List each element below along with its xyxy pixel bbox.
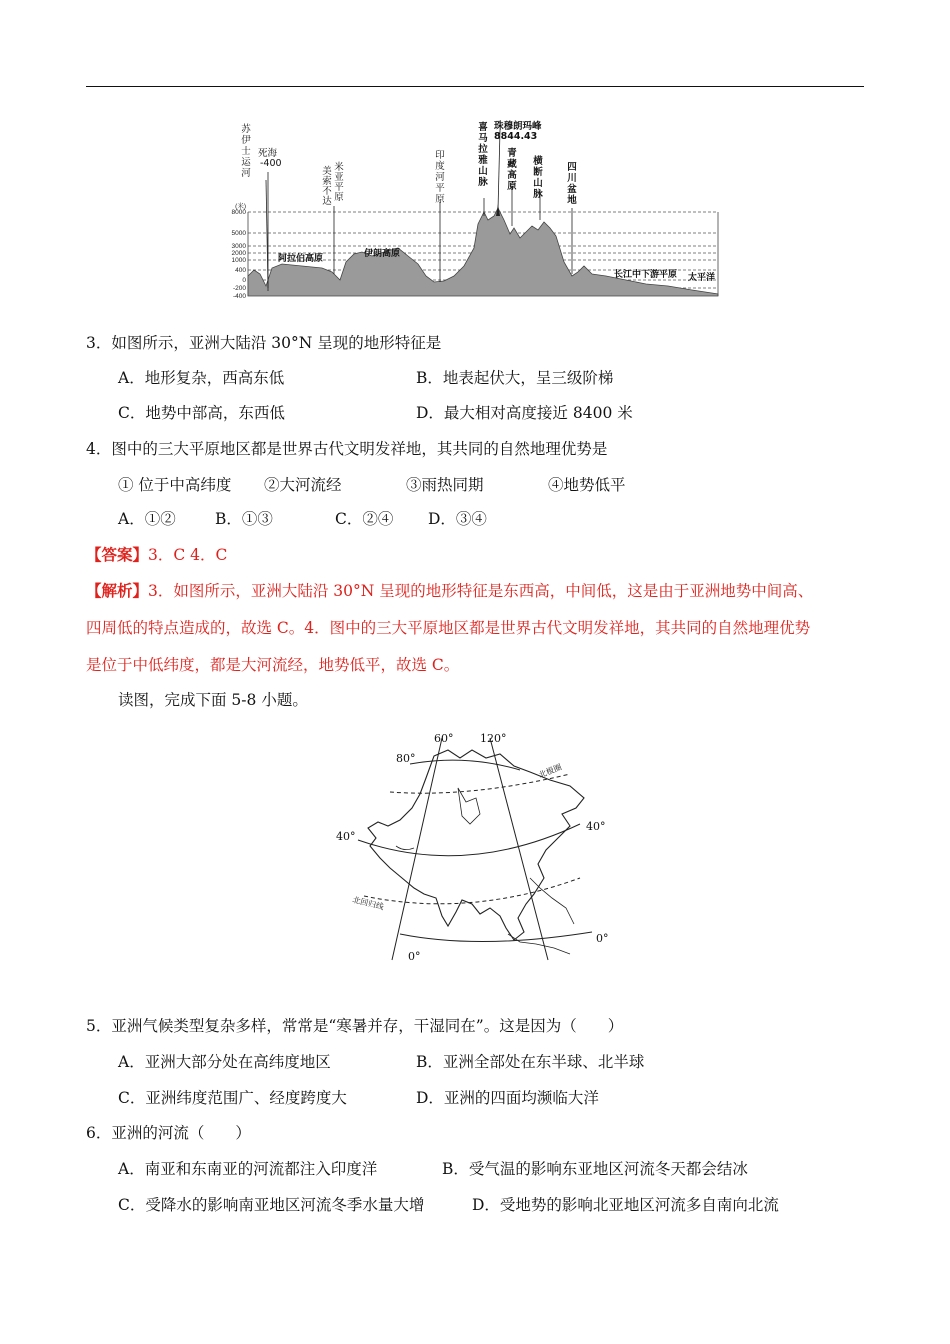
label-lat-40-east: 40° [586, 820, 606, 833]
svg-text:四: 四 [567, 162, 577, 173]
q6-option-b: B．受气温的影响东亚地区河流冬天都会结冰 [442, 1160, 748, 1178]
svg-text:高: 高 [507, 170, 517, 181]
answer-text: 3．C 4．C [148, 546, 228, 564]
svg-text:脉: 脉 [533, 189, 543, 200]
label-dead-sea-depth: -400 [260, 158, 282, 169]
svg-text:平: 平 [435, 183, 445, 194]
q4-stem: 4．图中的三大平原地区都是世界古代文明发祥地，其共同的自然地理优势是 [86, 440, 608, 458]
svg-text:达: 达 [322, 196, 332, 207]
yaxis-tick: 1000 [231, 257, 246, 264]
label-lat-0-west: 0° [408, 950, 421, 963]
label-everest-height: 8844.43 [494, 131, 538, 142]
svg-text:美: 美 [322, 166, 332, 177]
label-dead-sea: 死海 [258, 148, 278, 159]
terrain-profile-figure [222, 116, 728, 306]
q6-option-c: C．受降水的影响南亚地区河流冬季水量大增 [118, 1196, 425, 1214]
label-lat-80: 80° [396, 752, 416, 765]
svg-text:运: 运 [241, 157, 251, 168]
label-tropic-of-cancer: 北回归线 [351, 895, 385, 912]
svg-text:雅: 雅 [478, 155, 488, 166]
q4-item-3: ③雨热同期 [406, 476, 484, 494]
yaxis-tick: 400 [235, 267, 246, 274]
parallel-40 [358, 824, 580, 856]
svg-text:士: 士 [241, 146, 251, 157]
svg-text:青: 青 [507, 148, 517, 159]
analysis-line-1 [86, 581, 813, 601]
q4-option-a: A．①② [118, 510, 176, 528]
yaxis-tick: -200 [232, 285, 246, 292]
label-hengduan [532, 155, 543, 200]
svg-text:度: 度 [435, 161, 445, 172]
label-pacific: 太平洋 [688, 273, 716, 283]
label-lon-120: 120° [480, 732, 507, 745]
yaxis-tick: -400 [232, 293, 246, 300]
svg-text:盆: 盆 [567, 184, 577, 195]
yaxis-tick: 0 [242, 277, 246, 284]
q3-option-a: A．地形复杂，西高东低 [118, 369, 285, 387]
svg-text:拉: 拉 [478, 144, 488, 155]
svg-text:河: 河 [241, 168, 251, 179]
header-rule [86, 86, 864, 87]
asia-map-figure [330, 728, 620, 978]
analysis-line-2: 四周低的特点造成的，故选 C。4．图中的三大平原地区都是世界古代文明发祥地，其共同的自然地理优势 [86, 619, 811, 637]
q4-option-d: D．③④ [428, 510, 487, 528]
svg-text:喜: 喜 [478, 122, 488, 133]
analysis-tag: 【解析】 [86, 581, 149, 600]
svg-text:印: 印 [435, 150, 445, 161]
label-everest: 珠穆朗玛峰 [494, 121, 542, 132]
yaxis-tick: 3000 [231, 243, 246, 250]
yaxis-tick: 2000 [231, 250, 246, 257]
svg-text:马: 马 [478, 133, 488, 144]
label-mesopotamia [322, 161, 344, 207]
svg-text:原: 原 [435, 194, 445, 205]
label-iranian-plateau: 伊朗高原 [364, 249, 401, 259]
q5-option-b: B．亚洲全部处在东半球、北半球 [416, 1053, 645, 1071]
svg-text:断: 断 [533, 167, 543, 178]
q4-item-1: ① 位于中高纬度 [118, 476, 232, 494]
yaxis-unit: (米) [235, 203, 246, 210]
label-yangtze-plain: 长江中下游平原 [614, 270, 678, 280]
q3-option-b: B．地表起伏大，呈三级阶梯 [416, 369, 614, 387]
q4-option-b: B．①③ [215, 510, 273, 528]
svg-text:平: 平 [334, 182, 344, 193]
svg-text:山: 山 [478, 166, 488, 177]
label-sichuan [567, 162, 577, 206]
q5-option-d: D．亚洲的四面均濒临大洋 [416, 1089, 599, 1107]
q3-stem: 3．如图所示，亚洲大陆沿 30°N 呈现的地形特征是 [86, 334, 442, 352]
meridian-60 [392, 738, 442, 960]
parallel-0 [400, 932, 592, 942]
analysis-line-3: 是位于中低纬度，都是大河流经，地势低平，故选 C。 [86, 656, 460, 674]
svg-text:伊: 伊 [241, 135, 251, 146]
yaxis-tick: 5000 [231, 230, 246, 237]
svg-text:藏: 藏 [507, 159, 517, 170]
svg-text:横: 横 [533, 156, 543, 167]
svg-text:原: 原 [334, 192, 344, 203]
answer-line [86, 545, 227, 565]
svg-text:地: 地 [567, 195, 577, 206]
analysis-text-1: 3．如图所示，亚洲大陆沿 30°N 呈现的地形特征是东西高，中间低，这是由于亚洲地势中间高、 [148, 582, 814, 600]
label-qingzang [507, 147, 517, 192]
answer-tag: 【答案】 [86, 545, 149, 564]
svg-text:河: 河 [435, 172, 445, 183]
svg-text:不: 不 [322, 186, 332, 197]
q6-option-a: A．南亚和东南亚的河流都注入印度洋 [118, 1160, 378, 1178]
q5-option-a: A．亚洲大部分处在高纬度地区 [118, 1053, 331, 1071]
label-arctic-circle: 北极圈 [537, 762, 564, 780]
q4-item-2: ②大河流经 [264, 476, 342, 494]
q5-option-c: C．亚洲纬度范围广、经度跨度大 [118, 1089, 347, 1107]
label-himalaya [477, 121, 488, 188]
label-lat-40-west: 40° [336, 830, 356, 843]
svg-text:索: 索 [322, 176, 332, 187]
label-lat-0-east: 0° [596, 932, 609, 945]
q5-stem: 5．亚洲气候类型复杂多样，常常是“寒暑并存，干湿同在”。这是因为（ ） [86, 1017, 624, 1035]
q6-option-d: D．受地势的影响北亚地区河流多自南向北流 [472, 1196, 779, 1214]
q6-stem: 6．亚洲的河流（ ） [86, 1124, 251, 1142]
terrain-silhouette [248, 208, 718, 296]
svg-text:川: 川 [567, 173, 577, 184]
q4-option-c: C．②④ [335, 510, 394, 528]
intro-text: 读图，完成下面 5-8 小题。 [118, 691, 308, 709]
label-suez-canal [241, 123, 251, 179]
svg-text:脉: 脉 [478, 177, 488, 188]
label-lon-60: 60° [434, 732, 454, 745]
label-arabian-plateau: 阿拉伯高原 [278, 254, 324, 264]
q3-option-c: C．地势中部高，东西低 [118, 404, 285, 422]
q4-item-4: ④地势低平 [548, 476, 626, 494]
yaxis-tick: 8000 [231, 209, 246, 216]
tropic-of-cancer-line [364, 878, 580, 904]
svg-text:山: 山 [533, 178, 543, 189]
svg-text:亚: 亚 [334, 172, 344, 183]
svg-text:米: 米 [334, 162, 344, 173]
svg-text:苏: 苏 [241, 124, 251, 135]
parallel-80 [410, 760, 520, 770]
label-indus-plain [435, 149, 445, 205]
q3-option-d: D．最大相对高度接近 8400 米 [416, 404, 633, 422]
svg-text:原: 原 [507, 181, 517, 192]
